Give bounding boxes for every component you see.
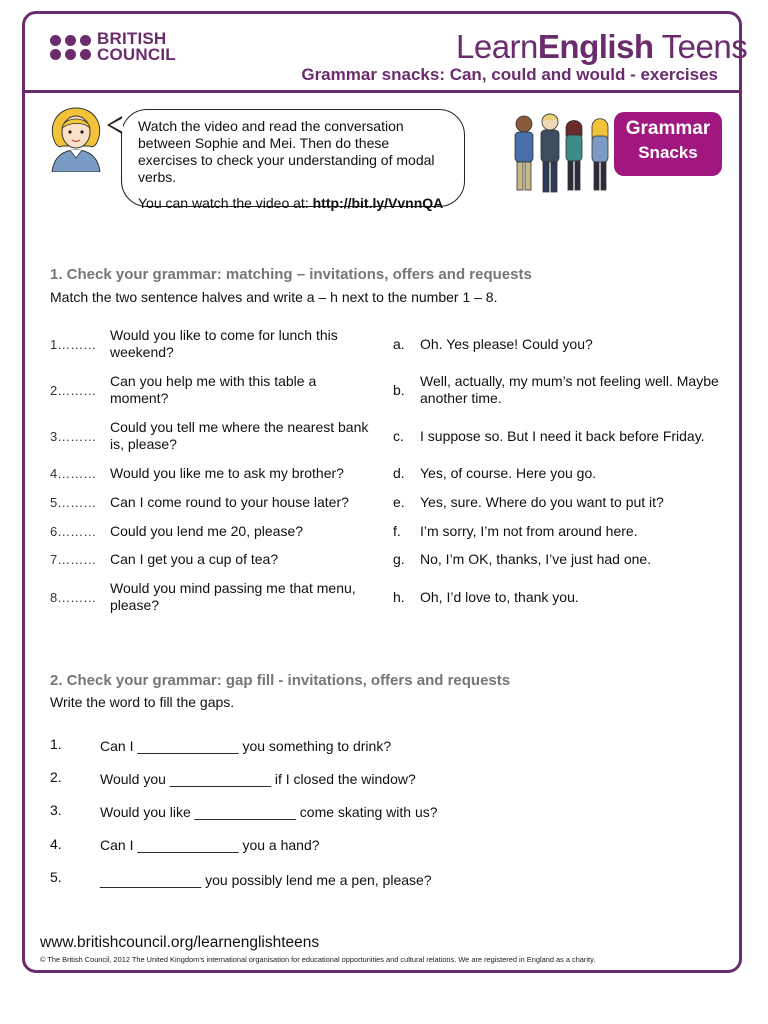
section-2-instruction: Write the word to fill the gaps. [50,694,235,710]
answer-blank-number[interactable]: 1……… [50,337,97,352]
gap-fill-sentence[interactable]: Would you _____________ if I closed the window? [100,771,416,787]
sentence-second-half: Yes, sure. Where do you want to put it? [420,494,664,510]
section-1-instruction: Match the two sentence halves and write a – h next to the number 1 – 8. [50,289,498,305]
option-letter: h. [393,589,405,605]
sentence-first-half: Would you like to come for lunch this weekend? [110,327,338,360]
sentence-second-half: No, I’m OK, thanks, I’ve just had one. [420,551,652,567]
sophie-illustration-icon [46,106,106,172]
grammar-snacks-badge [614,112,722,176]
intro-text: Watch the video and read the conversation between Sophie and Mei. Then do these exercises to check your understanding of modal verbs. [138,118,435,185]
gap-fill-sentence[interactable]: Would you like _____________ come skating with us? [100,804,438,820]
badge-line-2: Snacks [638,143,698,162]
british-council-dots-icon [50,35,91,60]
sentence-first-half: Would you mind passing me that menu, please? [110,580,356,613]
sentence-second-half: Oh, I’d love to, thank you. [420,589,579,605]
sentence-second-half: Yes, of course. Here you go. [420,465,597,481]
sentence-first-half: Would you like me to ask my brother? [110,465,344,481]
sentence-second-half: Well, actually, my mum’s not feeling well. Maybe another time. [420,373,719,406]
item-number: 5. [50,869,62,885]
gap-fill-sentence[interactable]: _____________ you possibly lend me a pen, please? [100,872,432,888]
learnenglish-teens-logo [456,28,747,66]
answer-blank-number[interactable]: 2……… [50,383,97,398]
option-letter: g. [393,551,405,567]
item-number: 3. [50,802,62,818]
speech-bubble-tail-inner [110,118,123,132]
sentence-second-half: Oh. Yes please! Could you? [420,336,593,352]
option-letter: f. [393,523,401,539]
option-letter: a. [393,336,405,352]
option-letter: c. [393,428,404,444]
footer-legal-notice: © The British Council, 2012 The United Kingdom’s international organisation for educational opportunities and cultural relations. We are registered in England as a charity. [40,955,596,964]
sentence-first-half: Can I get you a cup of tea? [110,551,279,567]
document-title: Grammar snacks: Can, could and would - exercises [301,65,718,84]
answer-blank-number[interactable]: 5……… [50,495,97,510]
sentence-second-half: I’m sorry, I’m not from around here. [420,523,638,539]
header-divider [22,90,742,93]
logo-line-2: COUNCIL [97,45,176,64]
logo-teens: Teens [653,28,748,65]
intro-speech-bubble [121,109,465,211]
sentence-first-half: Can I come round to your house later? [110,494,349,510]
footer-website-link[interactable]: www.britishcouncil.org/learnenglishteens [40,934,320,951]
item-number: 2. [50,769,62,785]
answer-blank-number[interactable]: 4……… [50,466,97,481]
option-letter: b. [393,382,405,398]
section-2-title: 2. Check your grammar: gap fill - invitations, offers and requests [50,672,511,689]
answer-blank-number[interactable]: 6……… [50,524,97,539]
logo-english: English [537,28,654,65]
video-link[interactable]: http://bit.ly/VvnnQA [312,195,444,211]
logo-learn: Learn [456,28,538,65]
british-council-logo [50,31,176,63]
gap-fill-sentence[interactable]: Can I _____________ you something to drink? [100,738,392,754]
grammar-snacks-characters-icon [510,110,622,196]
option-letter: d. [393,465,405,481]
logo-line-1: BRITISH [97,29,167,48]
sentence-first-half: Could you tell me where the nearest bank is, please? [110,419,369,452]
item-number: 4. [50,836,62,852]
option-letter: e. [393,494,405,510]
item-number: 1. [50,736,62,752]
sentence-second-half: I suppose so. But I need it back before Friday. [420,428,705,444]
badge-line-1: Grammar [625,118,711,139]
sentence-first-half: Can you help me with this table a moment? [110,373,317,406]
answer-blank-number[interactable]: 8……… [50,590,97,605]
section-1-title: 1. Check your grammar: matching – invitations, offers and requests [50,266,532,283]
video-prefix: You can watch the video at: [138,195,313,211]
video-line [138,195,450,212]
answer-blank-number[interactable]: 3……… [50,429,97,444]
answer-blank-number[interactable]: 7……… [50,552,97,567]
gap-fill-sentence[interactable]: Can I _____________ you a hand? [100,837,320,853]
sentence-first-half: Could you lend me 20, please? [110,523,304,539]
